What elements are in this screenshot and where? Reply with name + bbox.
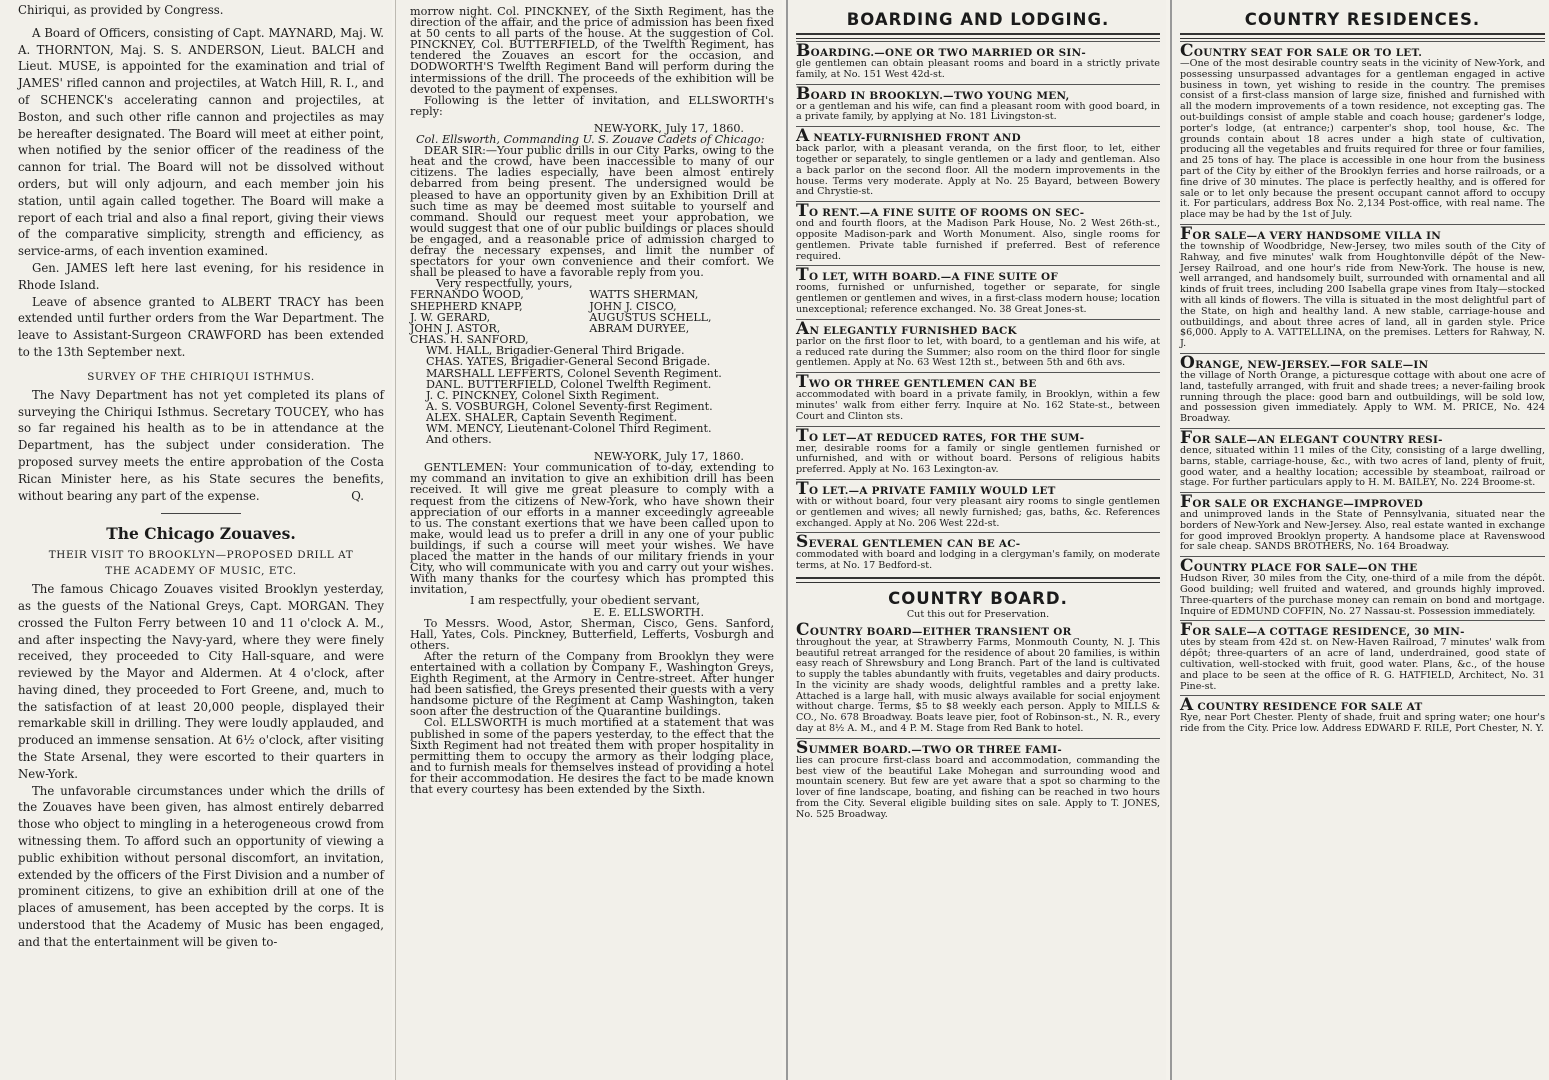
boarding-ad xyxy=(796,372,1160,425)
signers-full-list xyxy=(410,345,774,445)
column-4 xyxy=(1170,0,1549,1080)
collation-paragraph: After the return of the Company from Brooklyn they were entertained with a collation by Company F., Washington Greys, Eighth Regiment, at the Armory in Centre-street. After hunger had been satisfied, the Greys presented their guests with a very handsome picture of the Regiment at Camp Washington, taken soon after the destruction of the Quarantine buildings. xyxy=(410,649,774,719)
ad-initial: F xyxy=(1180,492,1193,513)
ad-body: commodated with board and lodging in a clergyman's family, on moderate terms, at No. 17 Bedford-st. xyxy=(796,549,1160,572)
ad-initial: T xyxy=(796,201,809,222)
ad-initial: A xyxy=(796,318,810,339)
ad-initial: B xyxy=(796,83,811,104)
column-1 xyxy=(0,0,392,1080)
boarding-heading: BOARDING AND LODGING. xyxy=(846,10,1110,29)
signer-line: MARSHALL LEFFERTS, Colonel Seventh Regiment. xyxy=(426,366,722,380)
ad-initial: T xyxy=(796,265,809,286)
ad-headline: O LET.—A PRIVATE FAMILY WOULD LET xyxy=(808,484,1056,497)
ad-headline: OR SALE—AN ELEGANT COUNTRY RESI- xyxy=(1192,433,1443,446)
letter2-closing: I am respectfully, your obedient servant, xyxy=(470,594,700,608)
ad-initial: S xyxy=(796,737,809,758)
boarding-ad xyxy=(796,426,1160,479)
ad-initial: B xyxy=(796,41,811,61)
signer: J. W. GERARD, xyxy=(410,310,491,324)
country-board-ad xyxy=(796,621,1160,738)
ad-initial: C xyxy=(796,619,810,640)
signer: JOHN J. ASTOR, xyxy=(410,321,501,335)
ad-body: ond and fourth floors, at the Madison Park House, No. 2 West 26th-st., opposite Madison-park and Worth Monument. Also, single rooms for gentlemen. Private table furnished if preferred. Best of reference required. xyxy=(796,218,1160,262)
signer: JOHN J. CISCO, xyxy=(589,299,677,313)
ad-body: throughout the year, at Strawberry Farms, Monmouth County, N. J. This beautiful retreat arranged for the residence of about 20 families, is within easy reach of Shrewsbury and Long Branch. Part of the land is cultivated to supply the tables abundantly with fruits, vegetables and dairy products. In the vicinity are shady woods, delightful rambles and a pretty lake. Attached is a large hall, with music always available for social enjoyment without charge. Terms, $5 to $8 weekly each person. Apply to MILLS & CO., No. 678 Broadway. Boats leave pier, foot of Robinson-st., N. R., every day at 8½ A. M., and 4 P. M. Stage from Red Bank to hotel. xyxy=(796,636,1160,735)
country-board-subheading: Cut this out for Preservation. xyxy=(906,608,1050,620)
board-paragraph: A Board of Officers, consisting of Capt. MAYNARD, Maj. W. A. THORNTON, Maj. S. S. ANDERSON, Lieut. BALCH and Lieut. MUSE, is appointed for the examination and trial of JAMES' rifled cannon and projectiles, at Watch Hill, R. I., and of SCHENCK's accelerating cannon and projectiles, at Boston, and such other rifle cannon and projectiles as may be hereafter designated. The Board will meet at either point, when notified by the senior officer of the readiness of the cannon for trial. The Board will not be dissolved without orders, but will only adjourn, and each member join his station, until again called together. The Board will make a report of each trial and also a final report, giving their views of the comparative simplicity, strength and efficiency, as service-arms, of each invention examined. xyxy=(18,25,384,259)
survey-heading: SURVEY OF THE CHIRIQUI ISTHMUS. xyxy=(87,370,315,383)
ad-body: utes by steam from 42d st. on New-Haven Railroad, 7 minutes' walk from dépôt; three-quarters of an acre of land, underdrained, good state of cultivation, well-stocked with fruit, good water. Plans, &c., of the house and place to be seen at the office of R. G. HATFIELD, Architect, No. 31 Pine-st. xyxy=(1180,637,1545,692)
ad-body: Rye, near Port Chester. Plenty of shade, fruit and spring water; one hour's ride from the City. Price low. Address EDWARD F. RILE, Port Chester, N. Y. xyxy=(1180,712,1545,735)
ad-body: the township of Woodbridge, New-Jersey, two miles south of the City of Rahway, and five minutes' walk from Houghtonville dépôt of the New-Jersey Railroad, and one hour's ride from New-York. The house is new, well arranged, and handsomely built, surrounded with ornamental and all kinds of fruit trees, including 200 Isabella grape vines from Italy—stocked with all kinds of flowers. The villa is situated in the most delightful part of the State, on high and healthy land. A new stable, carriage-house and outbuildings, and about three acres of land, all in garden style. Price $6,000. Apply to A. VATTELLINA, on the premises. Letters for Rahway, N. J. xyxy=(1180,240,1545,350)
ad-body: back parlor, with a pleasant veranda, on the first floor, to let, either together or separately, to single gentlemen or a lady and gentleman. Also a back parlor on the second floor. All the modern improvements in the house. Terms very moderate. Apply at No. 25 Bayard, between Bowery and Chrystie-st. xyxy=(796,143,1160,198)
section-rule xyxy=(796,577,1160,583)
ad-initial: C xyxy=(1180,41,1194,61)
ad-initial: T xyxy=(796,425,809,446)
country-residences-heading: COUNTRY RESIDENCES. xyxy=(1244,10,1481,29)
leave-paragraph: Leave of absence granted to ALBERT TRACY has been extended until further orders from the War Department. The leave to Assistant-Surgeon CRAWFORD has been extended to the 13th September next. xyxy=(18,294,384,359)
ad-headline: O LET, WITH BOARD.—A FINE SUITE OF xyxy=(808,271,1059,284)
boarding-ad xyxy=(796,201,1160,265)
ad-headline: OR SALE OR EXCHANGE—IMPROVED xyxy=(1192,498,1424,511)
zouaves-paragraph-1: The famous Chicago Zouaves visited Brooklyn yesterday, as the guests of the National Greys, Capt. MORGAN. They crossed the Fulton Ferry between 10 and 11 o'clock A. M., and after inspecting the Navy-yard, where they were finely received, they proceeded to City Hall-square, and were reviewed by the Mayor and Aldermen. At 4 o'clock, after having dined, they proceeded to Fort Greene, and, much to the satisfaction of at least 20,000 people, displayed their remarkable skill in drilling. They were loudly applauded, and produced an immense sensation. At 6½ o'clock, after visiting the State Arsenal, they were escorted to their quarters in New-York. xyxy=(18,582,384,781)
ad-body: mer, desirable rooms for a family or single gentlemen furnished or unfurnished, and with or without board. Persons of religious habits preferred. Apply at No. 163 Lexington-av. xyxy=(796,442,1160,476)
ad-initial: C xyxy=(1180,556,1194,577)
letter2-recipients: To Messrs. Wood, Astor, Sherman, Cisco, Gens. Sanford, Hall, Yates, Cols. Pinckney, Butterfield, Lefferts, Vosburgh and others. xyxy=(410,616,774,652)
boarding-ad xyxy=(796,319,1160,372)
ad-headline: OUNTRY PLACE FOR SALE—ON THE xyxy=(1193,562,1418,575)
ad-body: and unimproved lands in the State of Pennsylvania, situated near the borders of New-York and New-Jersey. Also, real estate wanted in exchange for good improved Brooklyn property. A handsome place at Ravenswood for sale cheap. SANDS BROTHERS, No. 164 Broadway. xyxy=(1180,509,1545,553)
residence-ad xyxy=(1180,556,1545,620)
boarding-ad xyxy=(796,41,1160,84)
signer: SHEPHERD KNAPP, xyxy=(410,299,523,313)
signer-line: ALEX. SHALER, Captain Seventh Regiment. xyxy=(426,410,678,424)
letter1-addressee: Col. Ellsworth, Commanding U. S. Zouave Cadets of Chicago: xyxy=(416,133,765,147)
signer-line: And others. xyxy=(426,433,492,447)
letter2-signature: E. E. ELLSWORTH. xyxy=(593,605,704,619)
signer-line: WM. MENCY, Lieutenant-Colonel Third Regiment. xyxy=(426,422,712,436)
ad-headline: OARD IN BROOKLYN.—TWO YOUNG MEN, xyxy=(810,89,1070,102)
signer: AUGUSTUS SCHELL, xyxy=(589,310,712,324)
ad-initial: F xyxy=(1180,620,1193,641)
ad-initial: T xyxy=(796,372,809,393)
ad-headline: EVERAL GENTLEMEN CAN BE AC- xyxy=(808,538,1021,551)
ad-headline: O RENT.—A FINE SUITE OF ROOMS ON SEC- xyxy=(808,207,1085,220)
signer-line: J. C. PINCKNEY, Colonel Sixth Regiment. xyxy=(426,388,660,402)
letter-intro: Following is the letter of invitation, and ELLSWORTH's reply: xyxy=(410,93,774,118)
james-paragraph: Gen. JAMES left here last evening, for his residence in Rhode Island. xyxy=(18,260,384,292)
zouaves-paragraph-2: The unfavorable circumstances under which the drills of the Zouaves have been given, has almost entirely debarred those who object to mingling in a heterogeneous crowd from witnessing them. To afford such an opportunity of viewing a public exhibition without personal discomfort, an invitation, extended by the officers of the First Division and a number of prominent citizens, to give an exhibition drill at one of the places of amusement, has been accepted by the corps. It is understood that the Academy of Music has been engaged, and that the entertainment will be given to- xyxy=(18,783,384,949)
ad-body: with or without board, four very pleasant airy rooms to single gentlemen or gentlemen and wives; all newly furnished; gas, baths, &c. References exchanged. Apply at No. 206 West 22d-st. xyxy=(796,495,1160,529)
ad-headline: RANGE, NEW-JERSEY.—FOR SALE—IN xyxy=(1195,358,1429,371)
ellsworth-paragraph: Col. ELLSWORTH is much mortified at a statement that was published in some of the papers yesterday, to the effect that the Sixth Regiment had not treated them with proper hospitality in permitting them to occupy the armory as their lodging place, and to furnish meals for themselves instead of providing a hotel for their accommodation. He desires the fact to be made known that every courtesy has been extended by the Sixth. xyxy=(410,716,774,797)
residence-ad xyxy=(1180,620,1545,695)
residence-ad xyxy=(1180,224,1545,353)
heading-rule xyxy=(796,33,1160,39)
survey-paragraph: The Navy Department has not yet completed its plans of surveying the Chiriqui Isthmus. Secretary TOUCEY, who has so far regained his health as to be in attendance at the Department, has the subject under consideration. The proposed survey meets the entire approbation of the Costa Rican Minister here, as his State secures the benefits, without bearing any part of the expense. xyxy=(18,387,384,503)
ad-body: —One of the most desirable country seats in the vicinity of New-York, and possessing unsurpassed advantages for a gentleman engaged in active business in town, yet wishing to reside in the country. The premises consist of a first-class mansion of large size, finished and furnished with all the modern improvements of a town residence, not excepting gas. The out-buildings consist of ample stable and coach house; gardener's lodge, porter's lodge, (at entrance;) carpenter's shop, tool house, &c. The grounds contain about 18 acres under a high state of cultivation, producing all the vegetables and fruits required for three or four families, and 25 tons of hay. The place is accessible in one hour from the business part of the City by either of the Brooklyn ferries and horse railroads, or a fine drive of 30 minutes. The place is perfectly healthy, and is offered for sale or to let only because the present occupant cannot afford to occupy it. For particulars, address Box No. 2,134 Post-office, with real name. The place may be had by the 1st of July. xyxy=(1180,58,1545,221)
survey-signoff: Q. xyxy=(351,489,364,504)
ad-body: rooms, furnished or unfurnished, together or separate, for single gentlemen or gentlemen and wives, in a first-class modern house; location unexceptional; reference exchanged. No. 38 Great Jones-st. xyxy=(796,282,1160,315)
signer-line: A. S. VOSBURGH, Colonel Seventy-first Regiment. xyxy=(426,399,713,413)
letter2-dateline: NEW-YORK, July 17, 1860. xyxy=(593,450,744,464)
ad-initial: F xyxy=(1180,427,1193,448)
ad-headline: WO OR THREE GENTLEMEN CAN BE xyxy=(808,378,1037,391)
ad-headline: O LET—AT REDUCED RATES, FOR THE SUM- xyxy=(808,431,1085,444)
boarding-ad xyxy=(796,126,1160,201)
letter1-dateline: NEW-YORK, July 17, 1860. xyxy=(593,121,744,135)
column-3 xyxy=(786,0,1166,1080)
signer: ABRAM DURYEE, xyxy=(589,321,690,335)
ad-headline: COUNTRY RESIDENCE FOR SALE AT xyxy=(1193,701,1423,714)
residence-ad xyxy=(1180,41,1545,224)
column-2 xyxy=(395,0,782,1080)
letter2-body: GENTLEMEN: Your communication of to-day, extending to my command an invitation to give an exhibition drill has been received. It will give me great pleasure to comply with a request from the citizens of New-York, who have shown their appreciation of our efforts in a manner exceedingly agreeable to us. The constant exertions that we have been called upon to make, would lead us to prefer a drill in any one of your public buildings, if such a course will meet your wishes. We have placed the matter in the hands of our military friends in your City, who will communicate with you and carry out your wishes. With many thanks for the courtesy which has prompted this invitation, xyxy=(410,461,774,597)
signers-table xyxy=(410,289,774,345)
ad-body: gle gentlemen can obtain pleasant rooms and board in a strictly private family, at No. 151 West 42d-st. xyxy=(796,58,1160,80)
boarding-ad xyxy=(796,532,1160,575)
ad-headline: UMMER BOARD.—TWO OR THREE FAMI- xyxy=(808,743,1063,756)
signer: WATTS SHERMAN, xyxy=(589,288,699,302)
ad-body: Hudson River, 30 miles from the City, one-third of a mile from the dépôt. Good building; well fruited and watered, and grounds highly improved. Three-quarters of the purchase money can remain on bond and mortgage. Inquire of EDMUND COFFIN, No. 27 Nassau-st. Possession immediately. xyxy=(1180,573,1545,617)
residence-ad xyxy=(1180,428,1545,492)
letter1-body: DEAR SIR:—Your public drills in our City Parks, owing to the heat and the crowd, have been inaccessible to many of our citizens. The ladies especially, have been almost entirely debarred from being present. The undersigned would be pleased to have an opportunity given by an Exhibition Drill at such time as may be deemed most suitable to yourself and command. Should our request meet your approbation, we would suggest that one of our public buildings or places should be engaged, and a reasonable price of admission charged to defray the necessary expenses, and limit the number of spectators for your own convenience and their comfort. We shall be pleased to have a favorable reply from you. xyxy=(410,144,774,280)
ad-initial: T xyxy=(796,478,809,499)
signer-line: DANL. BUTTERFIELD, Colonel Twelfth Regiment. xyxy=(426,377,712,391)
ad-headline: OR SALE—A COTTAGE RESIDENCE, 30 MIN- xyxy=(1192,626,1465,639)
zouaves-subheading-2: THE ACADEMY OF MUSIC, ETC. xyxy=(105,565,297,578)
signer: CHAS. H. SANFORD, xyxy=(410,333,529,347)
boarding-ad xyxy=(796,84,1160,127)
ad-headline: OUNTRY BOARD—EITHER TRANSIENT OR xyxy=(809,625,1072,638)
ad-initial: O xyxy=(1180,352,1196,373)
section-rule xyxy=(161,513,241,514)
intro-line: Chiriqui, as provided by Congress. xyxy=(18,3,224,17)
ad-body: or a gentleman and his wife, can find a pleasant room with good board, in a private family, by applying at No. 181 Livingston-st. xyxy=(796,100,1160,123)
ad-initial: A xyxy=(796,126,810,147)
ad-initial: S xyxy=(796,532,809,553)
ad-initial: F xyxy=(1180,223,1193,244)
ad-body: parlor on the first floor to let, with board, to a gentleman and his wife, at a reduced rate during the Summer; also room on the third floor for single gentlemen. Apply at No. 63 West 12th st., between 5th and 6th avs. xyxy=(796,335,1160,369)
ad-body: the village of North Orange, a picturesque cottage with about one acre of land, tastefully arranged, with fruit and shade trees; a never-failing brook running through the place: good barn and outbuildings, will be sold low, and possession given immediately. Apply to WM. M. PRICE, No. 424 Broadway. xyxy=(1180,369,1545,425)
ad-body: accommodated with board in a private family, in Brooklyn, within a few minutes' walk from either ferry. Inquire at No. 162 State-st., between Court and Clinton sts. xyxy=(796,389,1160,422)
country-board-heading: COUNTRY BOARD. xyxy=(888,588,1068,608)
ad-initial: A xyxy=(1180,695,1194,716)
ad-headline: OUNTRY SEAT FOR SALE OR TO LET. xyxy=(1193,47,1423,59)
ad-headline: N ELEGANTLY FURNISHED BACK xyxy=(809,324,1017,337)
ad-headline: NEATLY-FURNISHED FRONT AND xyxy=(809,132,1021,145)
ad-headline: OARDING.—ONE OR TWO MARRIED OR SIN- xyxy=(810,47,1086,59)
zouaves-title: The Chicago Zouaves. xyxy=(106,524,296,544)
zouaves-subheading-1: THEIR VISIT TO BROOKLYN—PROPOSED DRILL AT xyxy=(48,549,354,562)
residence-ad xyxy=(1180,695,1545,738)
boarding-ad xyxy=(796,265,1160,318)
drill-paragraph: morrow night. Col. PINCKNEY, of the Sixth Regiment, has the direction of the affair, and the price of admission has been fixed at 50 cents to all parts of the house. At the suggestion of Col. PINCKNEY, Col. BUTTERFIELD, of the Twelfth Regiment, has tendered the Zouaves an escort for the occasion, and DODWORTH'S Twelfth Regiment Band will perform during the intermissions of the drill. The proceeds of the exhibition will be devoted to the payment of expenses. xyxy=(410,5,774,96)
country-board-ad xyxy=(796,738,1160,824)
heading-rule xyxy=(1180,33,1545,39)
residence-ad xyxy=(1180,492,1545,556)
ad-headline: OR SALE—A VERY HANDSOME VILLA IN xyxy=(1192,229,1442,242)
residence-ad xyxy=(1180,353,1545,428)
signer: FERNANDO WOOD, xyxy=(410,288,524,302)
signer-line: WM. HALL, Brigadier-General Third Brigade. xyxy=(426,344,685,358)
ad-body: lies can procure first-class board and accommodation, commanding the best view of the beautiful Lake Mohegan and surrounding wood and mountain scenery. But few are yet aware that a spot so charming to the lover of fine landscape, boating, and fishing can be reached in two hours from the City. Several eligible building sites on sale. Apply to T. JONES, No. 525 Broadway. xyxy=(796,754,1160,820)
signer-line: CHAS. YATES, Brigadier-General Second Brigade. xyxy=(426,355,711,369)
boarding-ad xyxy=(796,479,1160,532)
ad-body: dence, situated within 11 miles of the City, consisting of a large dwelling, barns, stable, carriage-house, &c., with two acres of land, plenty of fruit, good water, and a healthy location; accessible by steamboat, railroad or stage. For further particulars apply to H. M. BAILEY, No. 224 Broome-st. xyxy=(1180,444,1545,489)
letter1-closing: Very respectfully, yours, xyxy=(436,277,573,291)
